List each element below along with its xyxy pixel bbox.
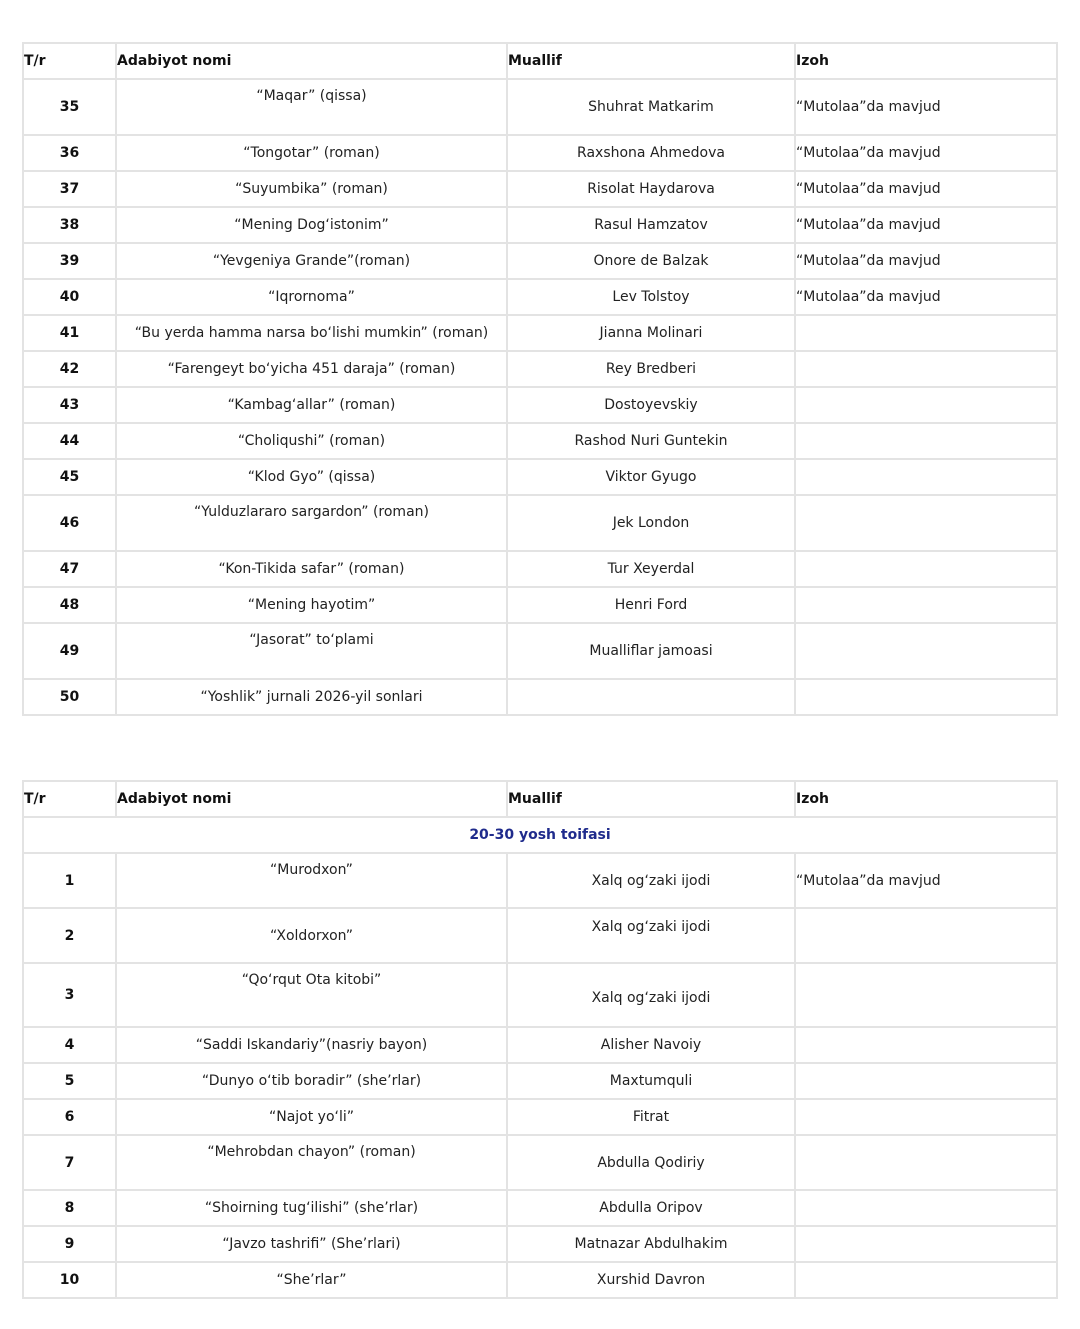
table-row: [23, 1226, 1057, 1262]
book-title: “Javzo tashrifi” (She’rlari): [116, 1226, 507, 1262]
row-number: 38: [23, 207, 116, 243]
row-number: 37: [23, 171, 116, 207]
book-author: Viktor Gyugo: [507, 459, 795, 495]
book-author: Risolat Haydarova: [507, 171, 795, 207]
book-note: [795, 1099, 1057, 1135]
book-author: Abdulla Oripov: [507, 1190, 795, 1226]
row-number: 49: [23, 623, 116, 679]
book-title: “Iqrornoma”: [116, 279, 507, 315]
book-author: Xurshid Davron: [507, 1262, 795, 1298]
book-title: “Kon-Tikida safar” (roman): [116, 551, 507, 587]
book-title: “Murodxon”: [116, 853, 507, 908]
row-number: 41: [23, 315, 116, 351]
row-number: 50: [23, 679, 116, 715]
book-title: “Kambag‘allar” (roman): [116, 387, 507, 423]
category-label: 20-30 yosh toifasi: [23, 817, 1057, 853]
table-row: [23, 1135, 1057, 1190]
table-row: [23, 551, 1057, 587]
literature-table-1: [22, 42, 1058, 716]
book-note: “Mutolaa”da mavjud: [795, 279, 1057, 315]
book-title: “Farengeyt bo‘yicha 451 daraja” (roman): [116, 351, 507, 387]
row-number: 46: [23, 495, 116, 551]
book-author: Lev Tolstoy: [507, 279, 795, 315]
book-note: [795, 1190, 1057, 1226]
book-note: “Mutolaa”da mavjud: [795, 171, 1057, 207]
row-number: 36: [23, 135, 116, 171]
book-title: “Bu yerda hamma narsa bo‘lishi mumkin” (roman): [116, 315, 507, 351]
book-note: [795, 623, 1057, 679]
table-row: [23, 279, 1057, 315]
row-number: 2: [23, 908, 116, 963]
book-note: [795, 315, 1057, 351]
book-author: Rashod Nuri Guntekin: [507, 423, 795, 459]
book-title: “Klod Gyo” (qissa): [116, 459, 507, 495]
header-author: Muallif: [507, 781, 795, 817]
row-number: 8: [23, 1190, 116, 1226]
row-number: 45: [23, 459, 116, 495]
table-row: [23, 79, 1057, 135]
book-author: Mualliflar jamoasi: [507, 623, 795, 679]
book-note: “Mutolaa”da mavjud: [795, 243, 1057, 279]
header-name: Adabiyot nomi: [116, 781, 507, 817]
book-title: “Jasorat” to‘plami: [116, 623, 507, 679]
row-number: 1: [23, 853, 116, 908]
table-row: [23, 135, 1057, 171]
book-note: [795, 387, 1057, 423]
book-note: [795, 495, 1057, 551]
book-title: “Choliqushi” (roman): [116, 423, 507, 459]
book-author: Jek London: [507, 495, 795, 551]
book-author: Rey Bredberi: [507, 351, 795, 387]
book-note: “Mutolaa”da mavjud: [795, 207, 1057, 243]
row-number: 47: [23, 551, 116, 587]
book-note: [795, 551, 1057, 587]
row-number: 3: [23, 963, 116, 1027]
table-row: [23, 387, 1057, 423]
book-author: [507, 679, 795, 715]
header-name: Adabiyot nomi: [116, 43, 507, 79]
book-note: [795, 1226, 1057, 1262]
row-number: 35: [23, 79, 116, 135]
book-note: “Mutolaa”da mavjud: [795, 79, 1057, 135]
category-row: [23, 817, 1057, 853]
table-header-row: [23, 781, 1057, 817]
table-row: [23, 963, 1057, 1027]
table-row: [23, 1099, 1057, 1135]
book-author: Dostoyevskiy: [507, 387, 795, 423]
book-note: [795, 963, 1057, 1027]
book-author: Shuhrat Matkarim: [507, 79, 795, 135]
book-author: Henri Ford: [507, 587, 795, 623]
book-title: “Suyumbika” (roman): [116, 171, 507, 207]
row-number: 5: [23, 1063, 116, 1099]
table-row: [23, 908, 1057, 963]
book-title: “Shoirning tug‘ilishi” (she’rlar): [116, 1190, 507, 1226]
book-note: “Mutolaa”da mavjud: [795, 853, 1057, 908]
book-title: “Mening Dog‘istonim”: [116, 207, 507, 243]
book-author: Raxshona Ahmedova: [507, 135, 795, 171]
table-header-row: [23, 43, 1057, 79]
row-number: 7: [23, 1135, 116, 1190]
literature-table-2: [22, 780, 1058, 1299]
table-row: [23, 495, 1057, 551]
book-title: “Tongotar” (roman): [116, 135, 507, 171]
row-number: 42: [23, 351, 116, 387]
table-row: [23, 243, 1057, 279]
table-row: [23, 423, 1057, 459]
book-author: Fitrat: [507, 1099, 795, 1135]
table-row: [23, 207, 1057, 243]
row-number: 39: [23, 243, 116, 279]
book-note: [795, 459, 1057, 495]
row-number: 43: [23, 387, 116, 423]
book-author: Tur Xeyerdal: [507, 551, 795, 587]
book-author: Alisher Navoiy: [507, 1027, 795, 1063]
header-tr: T/r: [23, 781, 116, 817]
table-row: [23, 679, 1057, 715]
book-title: “Yevgeniya Grande”(roman): [116, 243, 507, 279]
book-title: “She’rlar”: [116, 1262, 507, 1298]
book-author: Onore de Balzak: [507, 243, 795, 279]
book-author: Xalq og‘zaki ijodi: [507, 853, 795, 908]
book-note: [795, 1135, 1057, 1190]
book-note: [795, 1027, 1057, 1063]
book-title: “Maqar” (qissa): [116, 79, 507, 135]
header-note: Izoh: [795, 781, 1057, 817]
book-author: Rasul Hamzatov: [507, 207, 795, 243]
book-author: Xalq og‘zaki ijodi: [507, 963, 795, 1027]
row-number: 4: [23, 1027, 116, 1063]
book-title: “Yoshlik” jurnali 2026-yil sonlari: [116, 679, 507, 715]
book-note: [795, 351, 1057, 387]
book-note: [795, 587, 1057, 623]
header-tr: T/r: [23, 43, 116, 79]
row-number: 6: [23, 1099, 116, 1135]
book-author: Matnazar Abdulhakim: [507, 1226, 795, 1262]
table-row: [23, 459, 1057, 495]
book-author: Abdulla Qodiriy: [507, 1135, 795, 1190]
book-title: “Yulduzlararo sargardon” (roman): [116, 495, 507, 551]
header-note: Izoh: [795, 43, 1057, 79]
row-number: 10: [23, 1262, 116, 1298]
table-row: [23, 1190, 1057, 1226]
table-row: [23, 1063, 1057, 1099]
table-row: [23, 1027, 1057, 1063]
table-row: [23, 171, 1057, 207]
table-row: [23, 587, 1057, 623]
book-title: “Saddi Iskandariy”(nasriy bayon): [116, 1027, 507, 1063]
book-title: “Mehrobdan chayon” (roman): [116, 1135, 507, 1190]
header-author: Muallif: [507, 43, 795, 79]
book-note: [795, 908, 1057, 963]
book-author: Jianna Molinari: [507, 315, 795, 351]
row-number: 48: [23, 587, 116, 623]
book-note: [795, 423, 1057, 459]
book-note: [795, 679, 1057, 715]
row-number: 40: [23, 279, 116, 315]
book-title: “Xoldorxon”: [116, 908, 507, 963]
book-note: [795, 1063, 1057, 1099]
book-author: Xalq og‘zaki ijodi: [507, 908, 795, 963]
book-note: [795, 1262, 1057, 1298]
table-row: [23, 351, 1057, 387]
book-title: “Najot yo‘li”: [116, 1099, 507, 1135]
row-number: 44: [23, 423, 116, 459]
table-row: [23, 853, 1057, 908]
book-title: “Qo‘rqut Ota kitobi”: [116, 963, 507, 1027]
book-title: “Dunyo o‘tib boradir” (she’rlar): [116, 1063, 507, 1099]
row-number: 9: [23, 1226, 116, 1262]
table-row: [23, 1262, 1057, 1298]
table-row: [23, 315, 1057, 351]
book-author: Maxtumquli: [507, 1063, 795, 1099]
book-title: “Mening hayotim”: [116, 587, 507, 623]
book-note: “Mutolaa”da mavjud: [795, 135, 1057, 171]
table-row: [23, 623, 1057, 679]
